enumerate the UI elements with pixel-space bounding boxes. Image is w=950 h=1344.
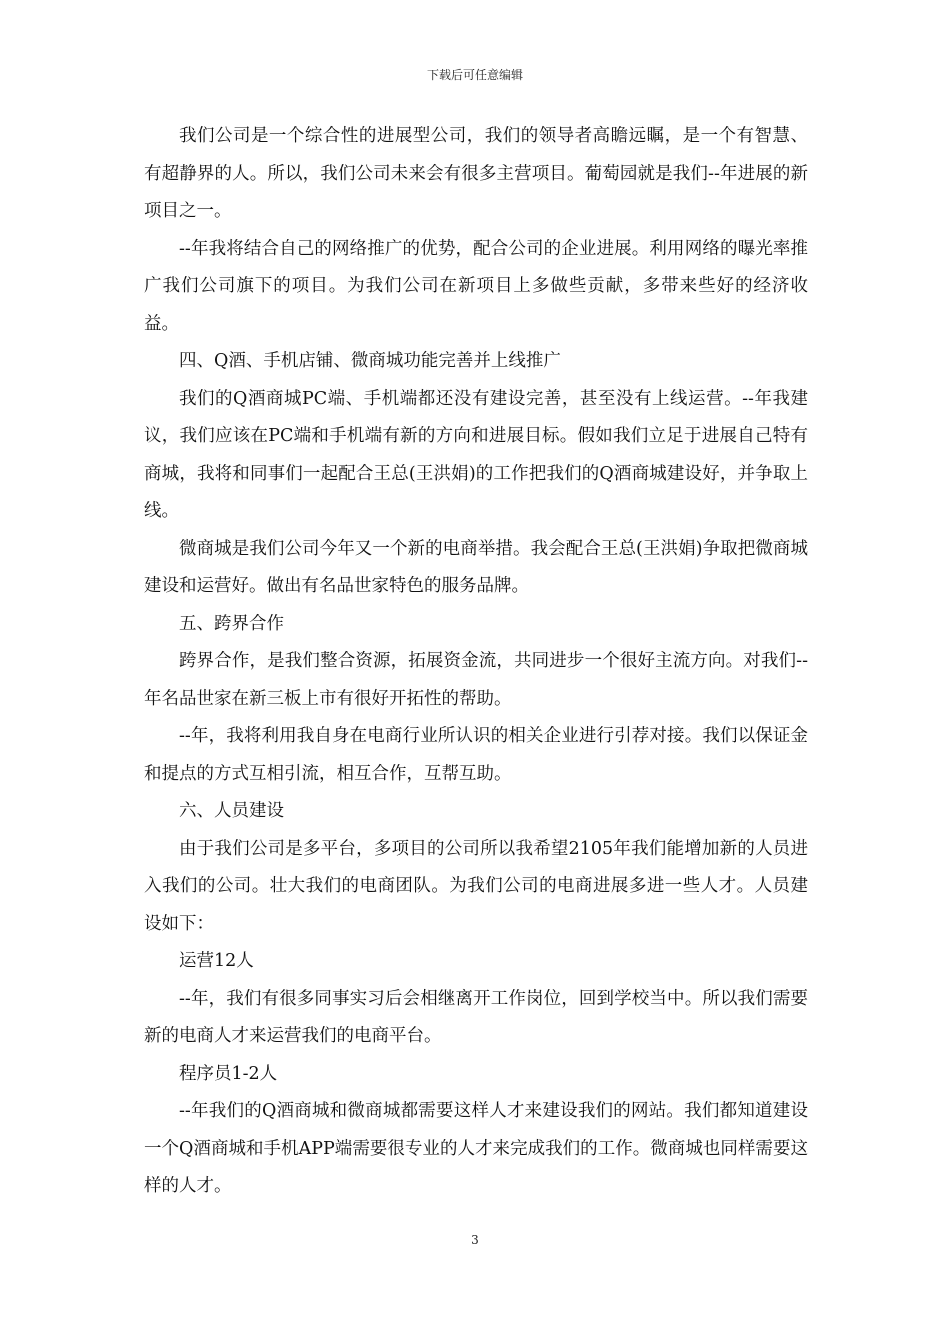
list-item: 运营12人 xyxy=(179,951,254,971)
paragraph: --年我们的Q酒商城和微商城都需要这样人才来建设我们的网站。我们都知道建设一个Q酒商城和手机APP端需要很专业的人才来完成我们的工作。微商城也同样需要这样的人才。 xyxy=(144,1101,808,1196)
paragraph: --年我将结合自己的网络推广的优势，配合公司的企业进展。利用网络的曝光率推广我们公司旗下的项目。为我们公司在新项目上多做些贡献，多带来些好的经济收益。 xyxy=(144,238,808,334)
paragraph: 我们的Q酒商城PC端、手机端都还没有建设完善，甚至没有上线运营。--年我建议，我们应该在PC端和手机端有新的方向和进展目标。假如我们立足于进展自己特有商城，我将和同事们一起配合王总(王洪娟)的工作把我们的Q酒商城建设好，并争取上线。 xyxy=(144,388,808,521)
page-number: 3 xyxy=(471,1233,479,1247)
paragraph: 微商城是我们公司今年又一个新的电商举措。我会配合王总(王洪娟)争取把微商城建设和运营好。做出有名品世家特色的服务品牌。 xyxy=(144,538,808,596)
section-heading: 五、跨界合作 xyxy=(179,613,284,634)
list-item: 程序员1-2人 xyxy=(179,1063,278,1084)
paragraph: --年，我们有很多同事实习后会相继离开工作岗位，回到学校当中。所以我们需要新的电商人才来运营我们的电商平台。 xyxy=(144,988,808,1046)
page-header: 下载后可任意编辑 xyxy=(426,68,523,82)
paragraph: 我们公司是一个综合性的进展型公司，我们的领导者高瞻远瞩，是一个有智慧、有超静界的人。所以，我们公司未来会有很多主营项目。葡萄园就是我们--年进展的新项目之一。 xyxy=(144,126,808,221)
section-heading: 四、Q酒、手机店铺、微商城功能完善并上线推广 xyxy=(179,351,561,371)
section-heading: 六、人员建设 xyxy=(179,801,284,821)
paragraph: --年，我将利用我自身在电商行业所认识的相关企业进行引荐对接。我们以保证金和提点的方式互相引流，相互合作，互帮互助。 xyxy=(144,726,808,784)
paragraph: 跨界合作，是我们整合资源，拓展资金流，共同进步一个很好主流方向。对我们--年名品世家在新三板上市有很好开拓性的帮助。 xyxy=(144,651,808,709)
paragraph: 由于我们公司是多平台，多项目的公司所以我希望2105年我们能增加新的人员进入我们的公司。壮大我们的电商团队。为我们公司的电商进展多进一些人才。人员建设如下： xyxy=(144,838,808,934)
document-body xyxy=(144,118,808,1206)
